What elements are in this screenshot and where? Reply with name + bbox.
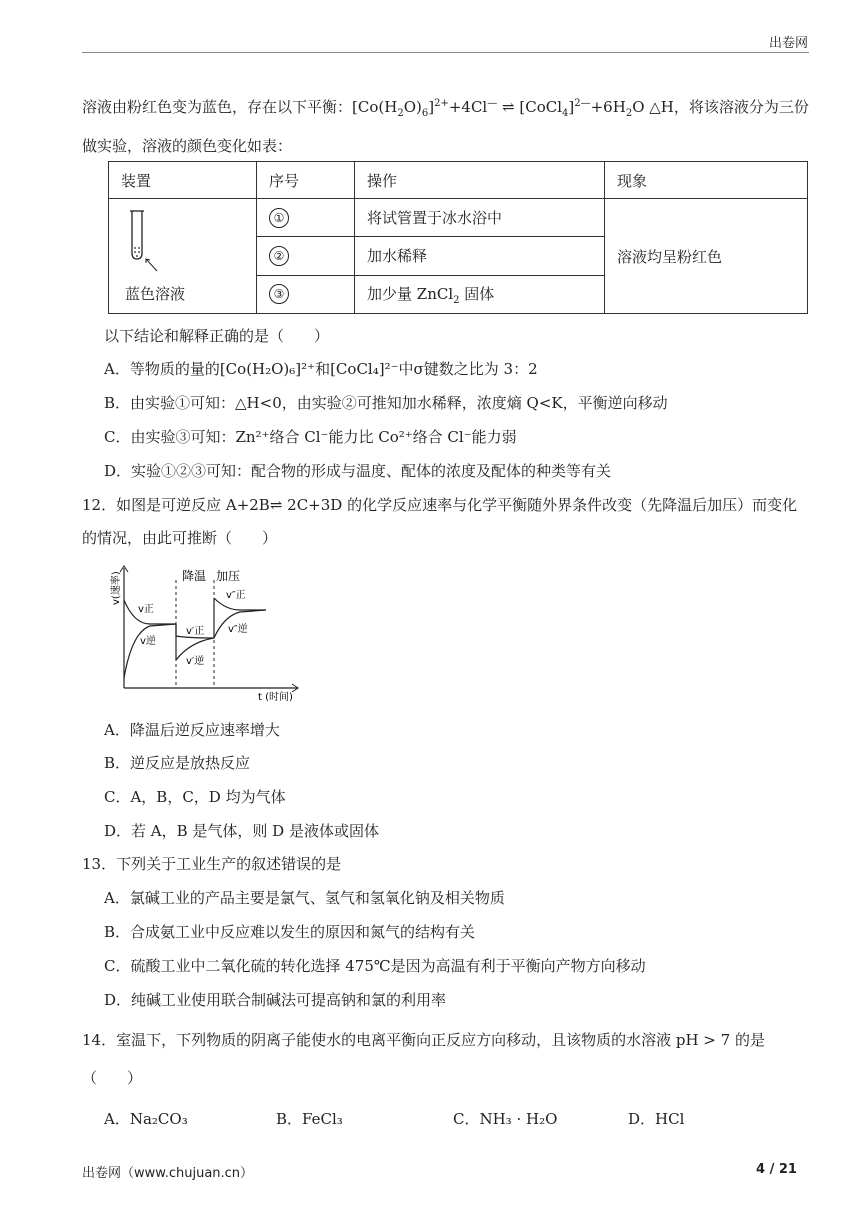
header-divider <box>82 52 809 53</box>
label-v-reverse-2: v′逆 <box>186 656 205 667</box>
q13-option-d: D．纯碱工业使用联合制碱法可提高钠和氯的利用率 <box>104 991 447 1009</box>
row-number: ① <box>257 199 355 237</box>
q12-option-d: D．若 A，B 是气体，则 D 是液体或固体 <box>104 822 379 840</box>
device-caption: 蓝色溶液 <box>125 285 186 303</box>
q12-stem-1: 12．如图是可逆反应 A+2B⇌ 2C+3D 的化学反应速率与化学平衡随外界条件改变（先降温后加压）而变化 <box>82 496 798 514</box>
label-v-reverse-3: v″逆 <box>228 624 248 635</box>
q12-stem-2: 的情况，由此可推断（ ） <box>82 529 278 547</box>
table-row <box>109 199 808 237</box>
q13-option-b: B．合成氨工业中反应难以发生的原因和氮气的结构有关 <box>104 923 476 941</box>
q11-option-b: B．由实验①可知：△H<0，由实验②可推知加水稀释，浓度熵 Q<K，平衡逆向移动 <box>104 394 668 412</box>
q13-option-c: C．硫酸工业中二氧化硫的转化选择 475℃是因为高温有利于平衡向产物方向移动 <box>104 957 646 975</box>
table-header-cell: 装置 <box>109 162 257 199</box>
intro-line-1: 溶液由粉红色变为蓝色，存在以下平衡：$[Co(H_2O)_6]^{2+}+4Cl^—$ ⇌ $[CoCl_4]^{2—}+6H_2O$ △H，将该溶液分为三份 <box>82 98 809 119</box>
row-number: ② <box>257 237 355 275</box>
row-number: ③ <box>257 275 355 313</box>
row-operation: 加水稀释 <box>355 237 605 275</box>
q14-option-c: C．NH₃ · H₂O <box>453 1110 558 1128</box>
q13-stem: 13．下列关于工业生产的叙述错误的是 <box>82 855 342 873</box>
row-operation: 将试管置于冰水浴中 <box>355 199 605 237</box>
q11-option-d: D．实验①②③可知：配合物的形成与温度、配体的浓度及配体的种类等有关 <box>104 462 612 480</box>
q12-option-a: A．降温后逆反应速率增大 <box>104 721 280 739</box>
q12-option-b: B．逆反应是放热反应 <box>104 754 251 772</box>
y-axis-label: v(速率) <box>111 571 122 605</box>
table-header-cell: 操作 <box>355 162 605 199</box>
q14-option-d: D．HCl <box>628 1110 685 1128</box>
label-cooling: 降温 <box>182 569 207 583</box>
q11-stem: 以下结论和解释正确的是（ ） <box>104 327 330 345</box>
device-cell <box>109 199 257 314</box>
q11-option-c: C．由实验③可知：Zn²⁺络合 Cl⁻能力比 Co²⁺络合 Cl⁻能力弱 <box>104 428 517 446</box>
footer-site: 出卷网（www.chujuan.cn） <box>82 1166 254 1181</box>
q11-option-a: A．等物质的量的[Co(H₂O)₆]²⁺和[CoCl₄]²⁻中σ键数之比为 3：2 <box>104 360 538 378</box>
rate-time-graph <box>100 560 310 710</box>
phenomenon-cell: 溶液均呈粉红色 <box>605 199 808 314</box>
q14-option-b: B．FeCl₃ <box>276 1110 343 1128</box>
label-v-forward-2: v′正 <box>186 626 205 637</box>
x-axis-label: t (时间) <box>258 692 293 703</box>
q14-stem: 14．室温下，下列物质的阴离子能使水的电离平衡向正反应方向移动，且该物质的水溶液 pH > 7 的是 <box>82 1031 765 1049</box>
label-v-forward: v正 <box>138 604 154 615</box>
q13-option-a: A．氯碱工业的产品主要是氯气、氢气和氢氧化钠及相关物质 <box>104 889 505 907</box>
q14-option-a: A．Na₂CO₃ <box>104 1110 188 1128</box>
row-operation: 加少量 ZnCl$_2$ 固体 <box>355 275 605 313</box>
q14-paren: （ ） <box>82 1069 143 1087</box>
label-pressurize: 加压 <box>216 569 241 583</box>
experiment-table <box>108 161 808 314</box>
table-header-cell: 序号 <box>257 162 355 199</box>
page-number: 4 / 21 <box>756 1162 797 1177</box>
label-v-reverse: v逆 <box>140 636 156 647</box>
q12-option-c: C．A，B，C，D 均为气体 <box>104 788 286 806</box>
table-header-cell: 现象 <box>605 162 808 199</box>
header-site: 出卷网 <box>769 36 809 51</box>
label-v-forward-3: v″正 <box>226 590 246 601</box>
table-header-row <box>109 162 808 199</box>
intro-line-2: 做实验，溶液的颜色变化如表： <box>82 137 293 155</box>
